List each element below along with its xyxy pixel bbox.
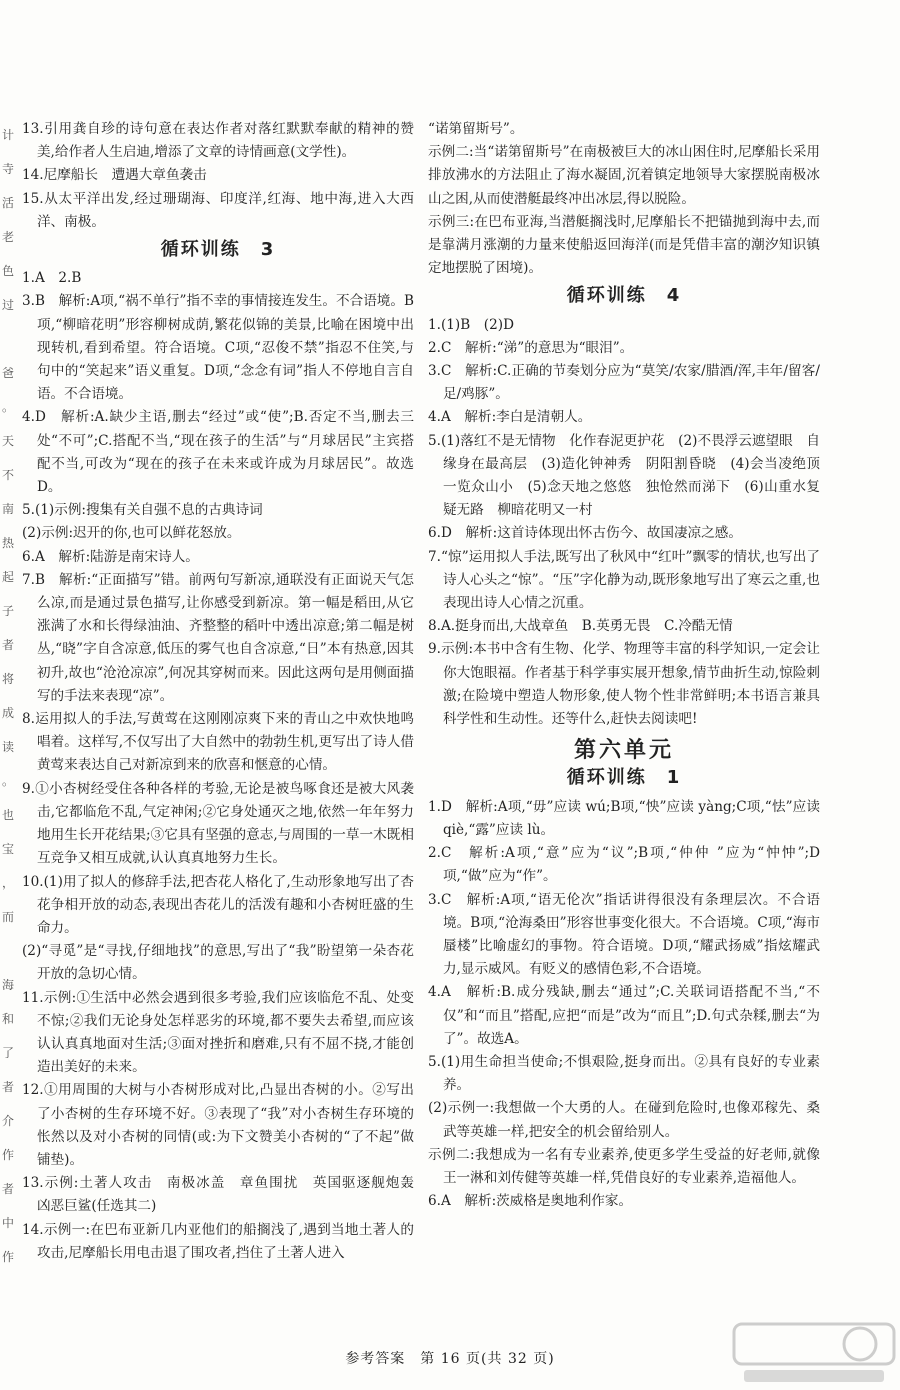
margin-mark: 色: [2, 264, 15, 278]
margin-mark: 者: [2, 1182, 15, 1196]
margin-mark: 中: [2, 1216, 15, 1230]
answer-paragraph: 6.A 解析:茨威格是奥地利作家。: [428, 1193, 633, 1210]
margin-mark: 计: [2, 128, 15, 142]
margin-mark: 成: [2, 706, 15, 720]
margin-mark: 。: [2, 774, 15, 788]
margin-mark: [2, 934, 16, 968]
margin-mark: 起: [2, 570, 15, 584]
watermark-logo-icon: [730, 1318, 898, 1388]
margin-mark: 爸: [2, 366, 15, 380]
margin-mark: 和: [2, 1012, 15, 1026]
margin-mark: [2, 322, 16, 356]
margin-mark: 者: [2, 1080, 15, 1094]
answer-paragraph: 6.D 解析:这首诗体现出怀古伤今、故国凄凉之感。: [428, 525, 742, 542]
margin-mark: 天: [2, 434, 15, 448]
margin-mark: 。: [2, 400, 15, 414]
answer-paragraph: 5.(1)落红不是无情物 化作春泥更护花 (2)不畏浮云遮望眼 自缘身在最高层 (3)造化钟神秀 阴阳割昏晓 (4)会当凌绝顶 一览众山小 (5)念天地之悠悠 独怆然而涕下 (6)山重水复疑无路 柳暗花明又一村: [428, 432, 834, 519]
margin-mark: 者: [2, 638, 15, 652]
answer-paragraph: “诺第留斯号”。: [428, 121, 524, 137]
left-column: [22, 118, 428, 1265]
answer-paragraph: 1.A 2.B: [22, 270, 82, 287]
answer-paragraph: 14.示例一:在巴布亚新几内亚他们的船搁浅了,遇到当地土著人的攻击,尼摩船长用电击退了围攻者,挡住了土著人进入: [22, 1221, 414, 1261]
section-heading: 循环训练 3: [160, 239, 276, 261]
answer-paragraph: 11.示例:①生活中必然会遇到很多考验,我们应该临危不乱、处变不惊;②我们无论身处怎样恶劣的环境,都不要失去希望,而应该认认真真地面对生活;③面对挫折和磨难,只有不屈不挠,才能创造出美好的未来。: [22, 989, 414, 1076]
right-column: [428, 118, 834, 1213]
answer-paragraph: 示例二:当“诺第留斯号”在南极被巨大的冰山困住时,尼摩船长采用排放沸水的方法阻止了海水凝固,沉着镇定地领导大家摆脱南极冰山之困,从而使潜艇最终冲出冰层,得以脱险。: [428, 144, 820, 207]
section-heading: 循环训练 4: [566, 285, 682, 307]
answer-paragraph: 7.“惊”运用拟人手法,既写出了秋风中“红叶”飘零的情状,也写出了诗人心头之“惊”。“压”字化静为动,既形象地写出了寒云之重,也表现出诗人心情之沉重。: [428, 548, 820, 612]
margin-mark: 也: [2, 808, 15, 822]
margin-mark: 老: [2, 230, 15, 244]
margin-mark: 热: [2, 536, 15, 550]
margin-mark: 寺: [2, 162, 15, 176]
answer-paragraph: 4.A 解析:B.成分残缺,删去“通过”;C.关联词语搭配不当,“不仅”和“而且”搭配,应把“而是”改为“而且”;D.句式杂糅,删去“为了”。故选A。: [428, 984, 820, 1047]
answer-paragraph: 8.运用拟人的手法,写黄莺在这刚刚凉爽下来的青山之中欢快地鸣唱着。这样写,不仅写出了大自然中的勃勃生机,更写出了诗人借黄莺来表达自己对新凉到来的欣喜和惬意的心情。: [22, 711, 414, 774]
answer-paragraph: 7.B 解析:“正面描写”错。前两句写新凉,通联没有正面说天气怎么凉,而是通过景色描写,让你感受到新凉。第一幅是稻田,从它涨满了水和长得绿油油、齐整整的稻叶中透出凉意;第二幅是树丛,“晓”字自含凉意,低压的雾气也自含凉意,“日”本有热意,因其初升,故也“沧沧凉凉”,何况其穿树而来。因此这两句是用侧面描写的手法来表现“凉”。: [22, 571, 414, 704]
answer-paragraph: 2.C 解析:“涕”的意思为“眼泪”。: [428, 339, 634, 356]
answer-paragraph: 3.C 解析:C.正确的节奏划分应为“莫笑/农家/腊酒/浑,丰年/留客/足/鸡豚”。: [428, 363, 820, 403]
answer-paragraph: 5.(1)示例:搜集有关自强不息的古典诗词: [22, 502, 263, 519]
margin-mark: 海: [2, 978, 15, 992]
answer-paragraph: 6.A 解析:陆游是南宋诗人。: [22, 548, 199, 565]
answer-paragraph: 4.D 解析:A.缺少主语,删去“经过”或“使”;B.否定不当,删去三处“不可”;C.搭配不当,“现在孩子的生活”与“月球居民”主宾搭配不当,可改为“现在的孩子在未来或许成为月球居民”。故选D。: [22, 409, 414, 496]
margin-mark: 活: [2, 196, 15, 210]
answer-paragraph: (2)“寻觅”是“寻找,仔细地找”的意思,写出了“我”盼望第一朵杏花开放的急切心情。: [22, 943, 414, 983]
answer-paragraph: 9.示例:本书中含有生物、化学、物理等丰富的科学知识,一定会让你大饱眼福。作者基于科学事实展开想象,情节曲折生动,惊险刺激;在险境中塑造人物形象,使人物个性非常鲜明;本书语言兼具科学性和生动性。还等什么,赶快去阅读吧!: [428, 641, 820, 728]
answer-paragraph: 13.引用龚自珍的诗句意在表达作者对落红默默奉献的精神的赞美,给作者人生启迪,增添了文章的诗情画意(文学性)。: [22, 121, 414, 161]
answer-paragraph: 12.①用周围的大树与小杏树形成对比,凸显出杏树的小。②写出了小杏树的生存环境不好。③表现了“我”对小杏树生存环境的怅然以及对小杏树的同情(或:为下文赞美小杏树的“了不起”做铺垫)。: [22, 1082, 414, 1168]
answer-paragraph: 3.C 解析:A项,“语无伦次”指话讲得很没有条理层次。不合语境。B项,“沧海桑田”形容世事变化很大。不合语境。C项,“海市蜃楼”比喻虚幻的事物。符合语境。D项,“耀武扬威”指炫耀武力,显示威风。有贬义的感情色彩,不合语境。: [428, 891, 820, 978]
margin-mark: 而: [2, 910, 15, 924]
margin-mark: 宝: [2, 842, 15, 856]
answer-paragraph: 15.从太平洋出发,经过珊瑚海、印度洋,红海、地中海,进入大西洋、南极。: [22, 190, 414, 230]
answer-paragraph: 4.A 解析:李白是清朝人。: [428, 409, 592, 426]
answer-paragraph: (2)示例:迟开的你,也可以鲜花怒放。: [22, 525, 241, 542]
answer-paragraph: (2)示例一:我想做一个大勇的人。在碰到危险时,也像邓稼先、桑武等英雄一样,把安全的机会留给别人。: [428, 1100, 820, 1140]
answer-paragraph: 1.(1)B (2)D: [428, 316, 514, 333]
left-margin-marks: [2, 118, 16, 1274]
answer-paragraph: 5.(1)用生命担当使命;不惧艰险,挺身而出。②具有良好的专业素养。: [428, 1053, 820, 1094]
margin-mark: 作: [2, 1148, 15, 1162]
answer-paragraph: 8.A.挺身而出,大战章鱼 B.英勇无畏 C.冷酷无情: [428, 618, 733, 635]
section-heading: 循环训练 1: [566, 767, 682, 789]
answer-paragraph: 13.示例:土著人攻击 南极冰盖 章鱼围扰 英国驱逐舰炮轰 凶恶巨鲨(任选其二): [22, 1175, 428, 1215]
margin-mark: 将: [2, 672, 15, 686]
answer-paragraph: 10.(1)用了拟人的修辞手法,把杏花人格化了,生动形象地写出了杏花争相开放的动态,表现出杏花儿的活泼有趣和小杏树旺盛的生命力。: [22, 873, 414, 936]
answer-paragraph: 2.C 解析:A项,“意”应为“议”;B项,“仲仲 ”应为“忡忡”;D项,“做”应为“作”。: [428, 845, 820, 885]
unit-heading: 第六单元: [573, 738, 674, 764]
answer-paragraph: 3.B 解析:A项,“祸不单行”指不幸的事情接连发生。不合语境。B项,“柳暗花明”形容柳树成荫,繁花似锦的美景,比喻在困境中出现转机,看到希望。符合语境。C项,“忍俊不禁”指忍不住笑,与句中的“笑起来”语义重复。D项,“念念有词”指人不停地自言自语。不合语境。: [22, 293, 414, 403]
page-footer: 参考答案 第 16 页(共 32 页): [345, 1351, 555, 1367]
margin-mark: ，: [2, 876, 15, 890]
answer-paragraph: 1.D 解析:A项,“毋”应读 wú;B项,“怏”应读 yàng;C项,“怯”应读 qiè,“露”应读 lù。: [428, 798, 820, 838]
margin-mark: 介: [2, 1114, 15, 1128]
margin-mark: 作: [2, 1250, 15, 1264]
margin-mark: 不: [2, 468, 15, 482]
answer-paragraph: 9.①小杏树经受住各种各样的考验,无论是被鸟啄食还是被大风袭击,它都临危不乱,气定神闲;②它身处通灭之地,依然一年年努力地用生长开花结果;③它具有坚强的意志,与周围的一草一木既相互竞争又相互成就,认认真真地努力生长。: [22, 780, 414, 867]
margin-mark: 了: [2, 1046, 15, 1060]
margin-mark: 读: [2, 740, 15, 754]
answer-paragraph: 14.尼摩船长 遭遇大章鱼袭击: [22, 167, 207, 184]
margin-mark: 南: [2, 502, 15, 516]
answer-paragraph: 示例三:在巴布亚海,当潜艇搁浅时,尼摩船长不把锚抛到海中去,而是靠满月涨潮的力量来使船返回海洋(而是凭借丰富的潮汐知识镇定地摆脱了困境)。: [428, 213, 820, 277]
answer-paragraph: 示例二:我想成为一名有专业素养,使更多学生受益的好老师,就像王一淋和刘传健等英雄一样,凭借良好的专业素养,造福他人。: [428, 1146, 820, 1186]
margin-mark: 过: [2, 298, 15, 312]
margin-mark: 子: [2, 604, 15, 618]
